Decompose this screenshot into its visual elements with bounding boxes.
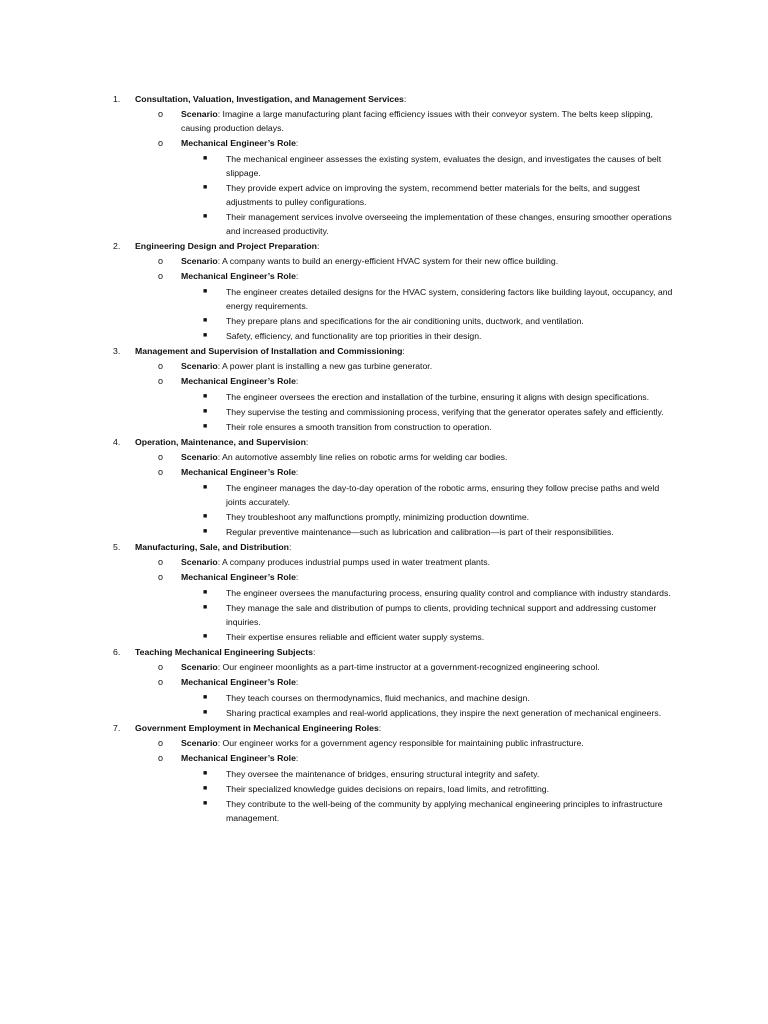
section-heading	[0, 239, 768, 253]
role-label: Mechanical Engineer’s Role	[181, 376, 296, 386]
list-item	[0, 767, 768, 781]
section-title-colon: :	[312, 647, 316, 657]
square-bullet-icon: ■	[203, 332, 208, 339]
section-number: 2.	[113, 241, 121, 251]
hollow-bullet-icon: o	[158, 452, 164, 462]
scenario-label: Scenario	[181, 738, 218, 748]
scenario-label: Scenario	[181, 109, 218, 119]
bullet-text: They supervise the testing and commissioning process, verifying that the generator operates safely and efficiently.	[226, 407, 664, 417]
list-item	[0, 420, 768, 434]
list-section-7	[0, 721, 768, 825]
role-label: Mechanical Engineer’s Role	[181, 271, 296, 281]
scenario-item	[0, 359, 768, 373]
role-bullet-list	[0, 586, 768, 644]
section-number: 1.	[113, 94, 121, 104]
square-bullet-icon: ■	[203, 513, 208, 520]
list-section-3	[0, 344, 768, 434]
list-item	[0, 181, 768, 209]
scenario-text: : Our engineer moonlights as a part-time instructor at a government-recognized engineering school.	[217, 662, 600, 672]
list-item	[0, 314, 768, 328]
square-bullet-icon: ■	[203, 770, 208, 777]
scenario-label: Scenario	[181, 256, 218, 266]
section-title: Management and Supervision of Installation and Commissioning	[135, 346, 403, 356]
role-item	[0, 675, 768, 689]
section-heading	[0, 344, 768, 358]
role-colon: :	[295, 467, 299, 477]
list-item	[0, 285, 768, 313]
section-title: Government Employment in Mechanical Engineering Roles	[135, 723, 379, 733]
bullet-text: The mechanical engineer assesses the existing system, evaluates the design, and investigates the causes of belt slippage.	[226, 154, 662, 178]
hollow-bullet-icon: o	[158, 109, 164, 119]
section-title-colon: :	[378, 723, 382, 733]
role-item	[0, 374, 768, 388]
role-bullet-list	[0, 481, 768, 539]
bullet-text: They prepare plans and specifications for the air conditioning units, ductwork, and ventilation.	[226, 316, 584, 326]
bullet-text: They teach courses on thermodynamics, fluid mechanics, and machine design.	[226, 693, 530, 703]
section-title-colon: :	[317, 241, 320, 251]
hollow-bullet-icon: o	[158, 753, 164, 763]
square-bullet-icon: ■	[203, 604, 208, 611]
scenario-label: Scenario	[181, 361, 218, 371]
list-item	[0, 481, 768, 509]
bullet-text: Their role ensures a smooth transition from construction to operation.	[226, 422, 492, 432]
list-item	[0, 797, 768, 825]
hollow-bullet-icon: o	[158, 572, 164, 582]
role-bullet-list	[0, 390, 768, 434]
bullet-text: The engineer oversees the manufacturing process, ensuring quality control and compliance with industry standards.	[226, 588, 671, 598]
scenario-item	[0, 107, 768, 135]
list-section-2	[0, 239, 768, 343]
role-colon: :	[295, 572, 299, 582]
bullet-text: Regular preventive maintenance—such as lubrication and calibration—is part of their responsibilities.	[226, 527, 614, 537]
role-item	[0, 136, 768, 150]
scenario-item	[0, 450, 768, 464]
hollow-bullet-icon: o	[158, 557, 164, 567]
hollow-bullet-icon: o	[158, 677, 164, 687]
role-item	[0, 465, 768, 479]
role-colon: :	[295, 677, 299, 687]
role-item	[0, 570, 768, 584]
hollow-bullet-icon: o	[158, 376, 164, 386]
bullet-text: They manage the sale and distribution of pumps to clients, providing technical support and addressing customer inquiries.	[226, 603, 657, 627]
hollow-bullet-icon: o	[158, 256, 164, 266]
section-title-colon: :	[402, 346, 405, 356]
square-bullet-icon: ■	[203, 633, 208, 640]
section-number: 5.	[113, 542, 121, 552]
section-title: Consultation, Valuation, Investigation, and Management Services	[135, 94, 404, 104]
scenario-text: : A company produces industrial pumps used in water treatment plants.	[217, 557, 491, 567]
square-bullet-icon: ■	[203, 393, 208, 400]
square-bullet-icon: ■	[203, 155, 208, 162]
list-item	[0, 630, 768, 644]
scenario-item	[0, 736, 768, 750]
square-bullet-icon: ■	[203, 694, 208, 701]
bullet-text: Their management services involve overseeing the implementation of these changes, ensuring smoother operations and increased productivity.	[226, 212, 672, 236]
bullet-text: Sharing practical examples and real-world applications, they inspire the next generation of mechanical engineers.	[226, 708, 662, 718]
list-section-4	[0, 435, 768, 539]
bullet-text: Their specialized knowledge guides decisions on repairs, load limits, and retrofitting.	[226, 784, 550, 794]
scenario-text: : A power plant is installing a new gas turbine generator.	[217, 361, 433, 371]
list-item	[0, 525, 768, 539]
hollow-bullet-icon: o	[158, 138, 164, 148]
list-section-5	[0, 540, 768, 644]
scenario-label: Scenario	[181, 557, 218, 567]
section-number: 7.	[113, 723, 121, 733]
bullet-text: They contribute to the well-being of the community by applying mechanical engineering principles to infrastructure management.	[226, 799, 663, 823]
section-title: Teaching Mechanical Engineering Subjects	[135, 647, 313, 657]
bullet-text: They oversee the maintenance of bridges, ensuring structural integrity and safety.	[226, 769, 540, 779]
list-item	[0, 390, 768, 404]
scenario-text: : Imagine a large manufacturing plant facing efficiency issues with their conveyor system. The belts keep slipping, causing production delays.	[181, 109, 653, 133]
square-bullet-icon: ■	[203, 800, 208, 807]
list-item	[0, 210, 768, 238]
role-label: Mechanical Engineer’s Role	[181, 677, 296, 687]
role-colon: :	[295, 376, 299, 386]
document-body	[0, 92, 768, 826]
section-heading	[0, 645, 768, 659]
hollow-bullet-icon: o	[158, 361, 164, 371]
section-heading	[0, 435, 768, 449]
square-bullet-icon: ■	[203, 589, 208, 596]
role-colon: :	[295, 271, 299, 281]
bullet-text: They provide expert advice on improving the system, recommend better materials for the belts, and suggest adjustments to pulley configurations.	[226, 183, 640, 207]
scenario-label: Scenario	[181, 662, 218, 672]
section-number: 4.	[113, 437, 121, 447]
role-bullet-list	[0, 767, 768, 825]
list-item	[0, 782, 768, 796]
list-item	[0, 152, 768, 180]
bullet-text: They troubleshoot any malfunctions promptly, minimizing production downtime.	[226, 512, 530, 522]
bullet-text: Their expertise ensures reliable and efficient water supply systems.	[226, 632, 485, 642]
list-item	[0, 329, 768, 343]
square-bullet-icon: ■	[203, 288, 208, 295]
role-colon: :	[295, 138, 299, 148]
scenario-text: : A company wants to build an energy-efficient HVAC system for their new office building.	[217, 256, 559, 266]
hollow-bullet-icon: o	[158, 467, 164, 477]
scenario-text: : Our engineer works for a government agency responsible for maintaining public infrastructure.	[217, 738, 584, 748]
role-label: Mechanical Engineer’s Role	[181, 138, 296, 148]
list-item	[0, 405, 768, 419]
scenario-label: Scenario	[181, 452, 218, 462]
square-bullet-icon: ■	[203, 184, 208, 191]
role-label: Mechanical Engineer’s Role	[181, 467, 296, 477]
square-bullet-icon: ■	[203, 408, 208, 415]
section-title: Operation, Maintenance, and Supervision	[135, 437, 306, 447]
section-heading	[0, 92, 768, 106]
list-item	[0, 510, 768, 524]
square-bullet-icon: ■	[203, 317, 208, 324]
list-item	[0, 586, 768, 600]
square-bullet-icon: ■	[203, 709, 208, 716]
section-number: 3.	[113, 346, 121, 356]
section-heading	[0, 721, 768, 735]
role-bullet-list	[0, 285, 768, 343]
list-item	[0, 706, 768, 720]
list-item	[0, 601, 768, 629]
section-title-colon: :	[288, 542, 292, 552]
list-section-6	[0, 645, 768, 720]
hollow-bullet-icon: o	[158, 662, 164, 672]
role-item	[0, 269, 768, 283]
scenario-item	[0, 254, 768, 268]
role-bullet-list	[0, 152, 768, 238]
role-item	[0, 751, 768, 765]
hollow-bullet-icon: o	[158, 271, 164, 281]
scenario-item	[0, 660, 768, 674]
section-number: 6.	[113, 647, 121, 657]
bullet-text: The engineer manages the day-to-day operation of the robotic arms, ensuring they follow precise paths and weld joints accurately.	[226, 483, 660, 507]
section-title: Manufacturing, Sale, and Distribution	[135, 542, 289, 552]
square-bullet-icon: ■	[203, 423, 208, 430]
section-title-colon: :	[305, 437, 309, 447]
role-label: Mechanical Engineer’s Role	[181, 753, 296, 763]
hollow-bullet-icon: o	[158, 738, 164, 748]
scenario-text: : An automotive assembly line relies on robotic arms for welding car bodies.	[217, 452, 508, 462]
bullet-text: The engineer oversees the erection and installation of the turbine, ensuring it aligns with design specifications.	[226, 392, 650, 402]
square-bullet-icon: ■	[203, 528, 208, 535]
scenario-item	[0, 555, 768, 569]
list-item	[0, 691, 768, 705]
bullet-text: Safety, efficiency, and functionality are top priorities in their design.	[226, 331, 482, 341]
role-bullet-list	[0, 691, 768, 720]
role-colon: :	[295, 753, 299, 763]
section-title: Engineering Design and Project Preparation	[135, 241, 317, 251]
section-title-colon: :	[403, 94, 407, 104]
square-bullet-icon: ■	[203, 785, 208, 792]
list-section-1	[0, 92, 768, 238]
square-bullet-icon: ■	[203, 213, 208, 220]
bullet-text: The engineer creates detailed designs for the HVAC system, considering factors like building layout, occupancy, and energy requirements.	[226, 287, 673, 311]
square-bullet-icon: ■	[203, 484, 208, 491]
section-heading	[0, 540, 768, 554]
role-label: Mechanical Engineer’s Role	[181, 572, 296, 582]
